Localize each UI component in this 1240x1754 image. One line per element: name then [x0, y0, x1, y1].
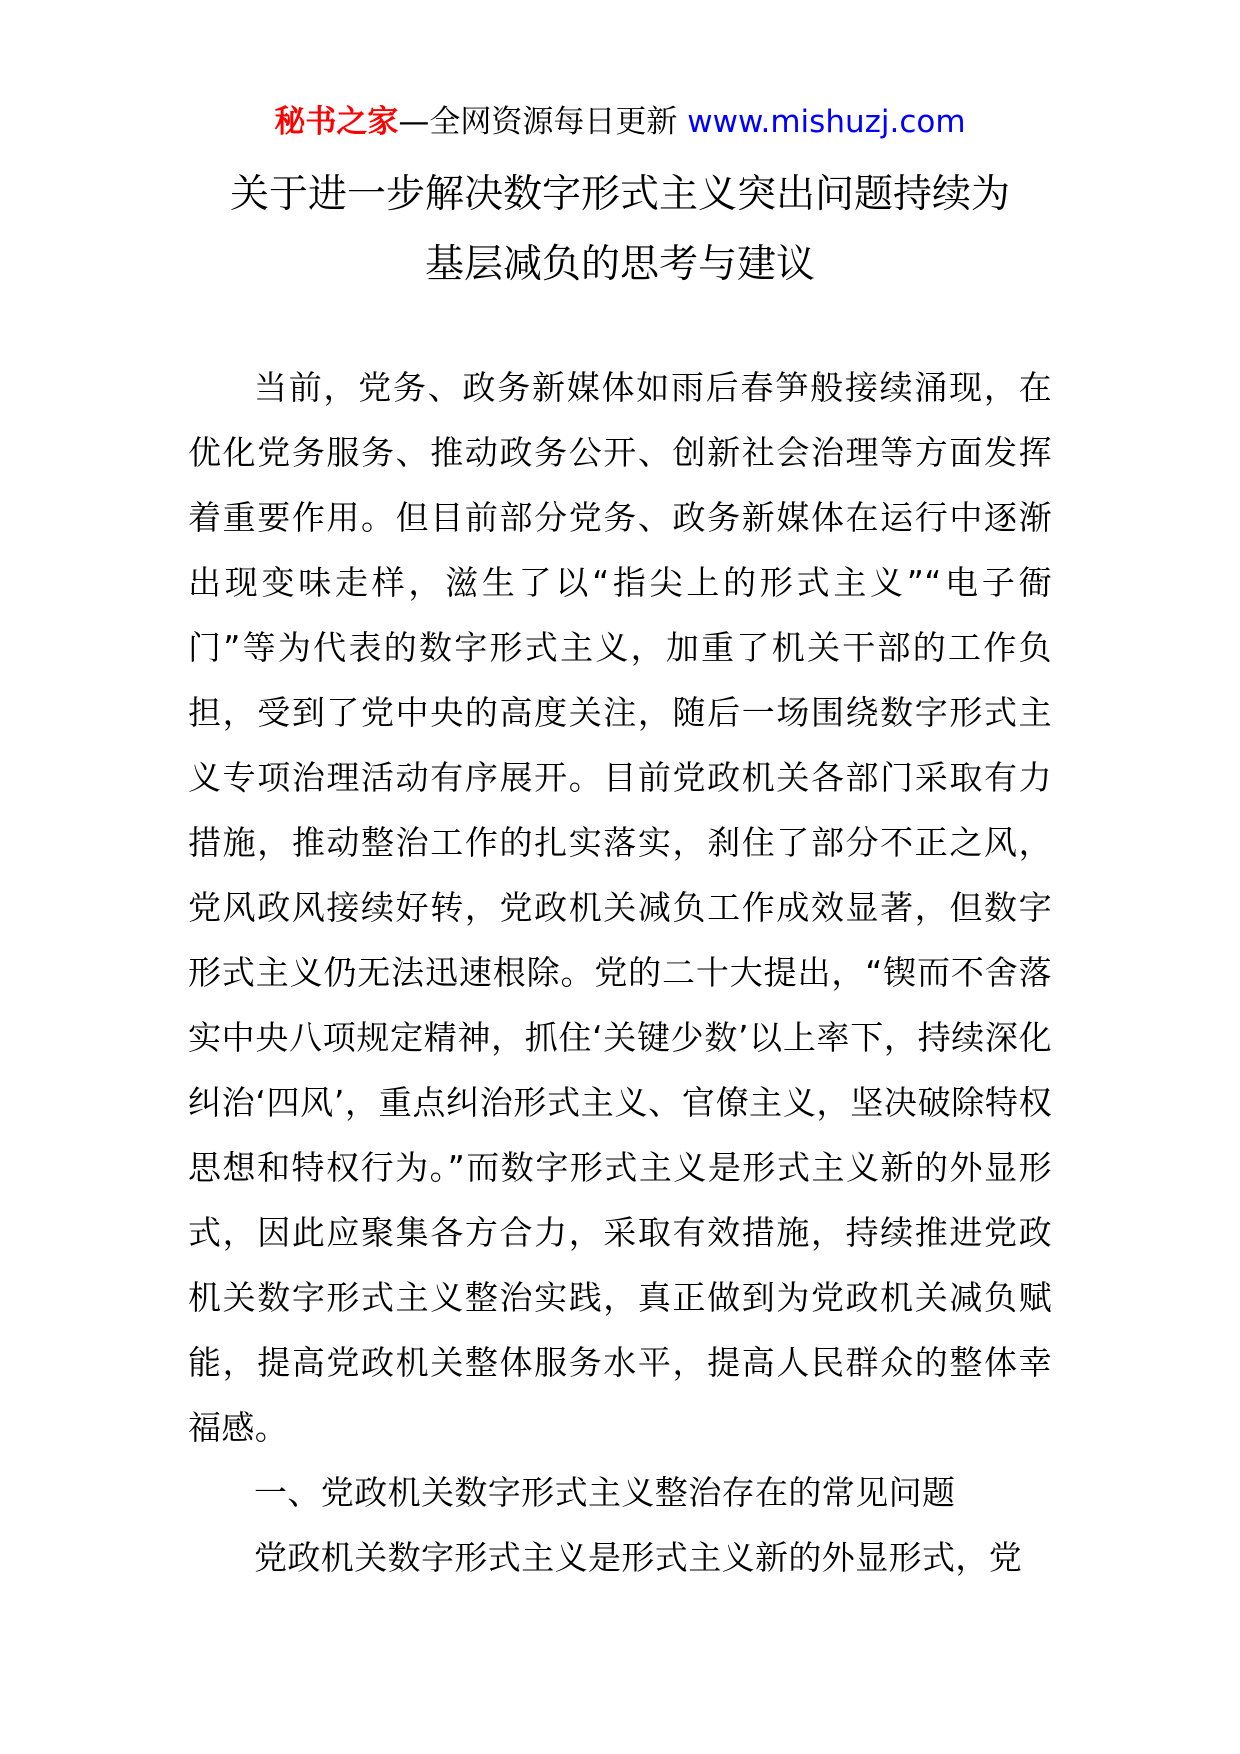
- document-body: [188, 355, 1052, 1590]
- body-paragraph-2: 党政机关数字形式主义是形式主义新的外显形式，党: [254, 1538, 1023, 1577]
- title-line-2: 基层减负的思考与建议: [424, 242, 815, 287]
- document-title: [150, 160, 1090, 300]
- site-url-link[interactable]: www.mishuzj.com: [687, 104, 966, 140]
- section-heading-1: 一、党政机关数字形式主义整治存在的常见问题: [254, 1473, 956, 1512]
- body-paragraph-1: 当前，党务、政务新媒体如雨后春笋般接续涌现，在优化党务服务、推动政务公开、创新社会治理等方面发挥着重要作用。但目前部分党务、政务新媒体在运行中逐渐出现变味走样，滋生了以“指尖上的形式主义”“电子衙门”等为代表的数字形式主义，加重了机关干部的工作负担，受到了党中央的高度关注，随后一场围绕数字形式主义专项治理活动有序展开。目前党政机关各部门采取有力措施，推动整治工作的扎实落实，刹住了部分不正之风，党风政风接续好转，党政机关减负工作成效显著，但数字形式主义仍无法迅速根除。党的二十大提出，“锲而不舍落实中央八项规定精神，抓住‘关键少数’以上率下，持续深化纠治‘四风’，重点纠治形式主义、官僚主义，坚决破除特权思想和特权行为。”而数字形式主义是形式主义新的外显形式，因此应聚集各方合力，采取有效措施，持续推进党政机关数字形式主义整治实践，真正做到为党政机关减负赋能，提高党政机关整体服务水平，提高人民群众的整体幸福感。: [188, 368, 1052, 1447]
- brand-name: 秘书之家: [274, 104, 399, 140]
- title-line-1: 关于进一步解决数字形式主义突出问题持续为: [229, 172, 1010, 217]
- header-tagline: —全网资源每日更新: [398, 104, 678, 140]
- site-header: [0, 100, 1240, 144]
